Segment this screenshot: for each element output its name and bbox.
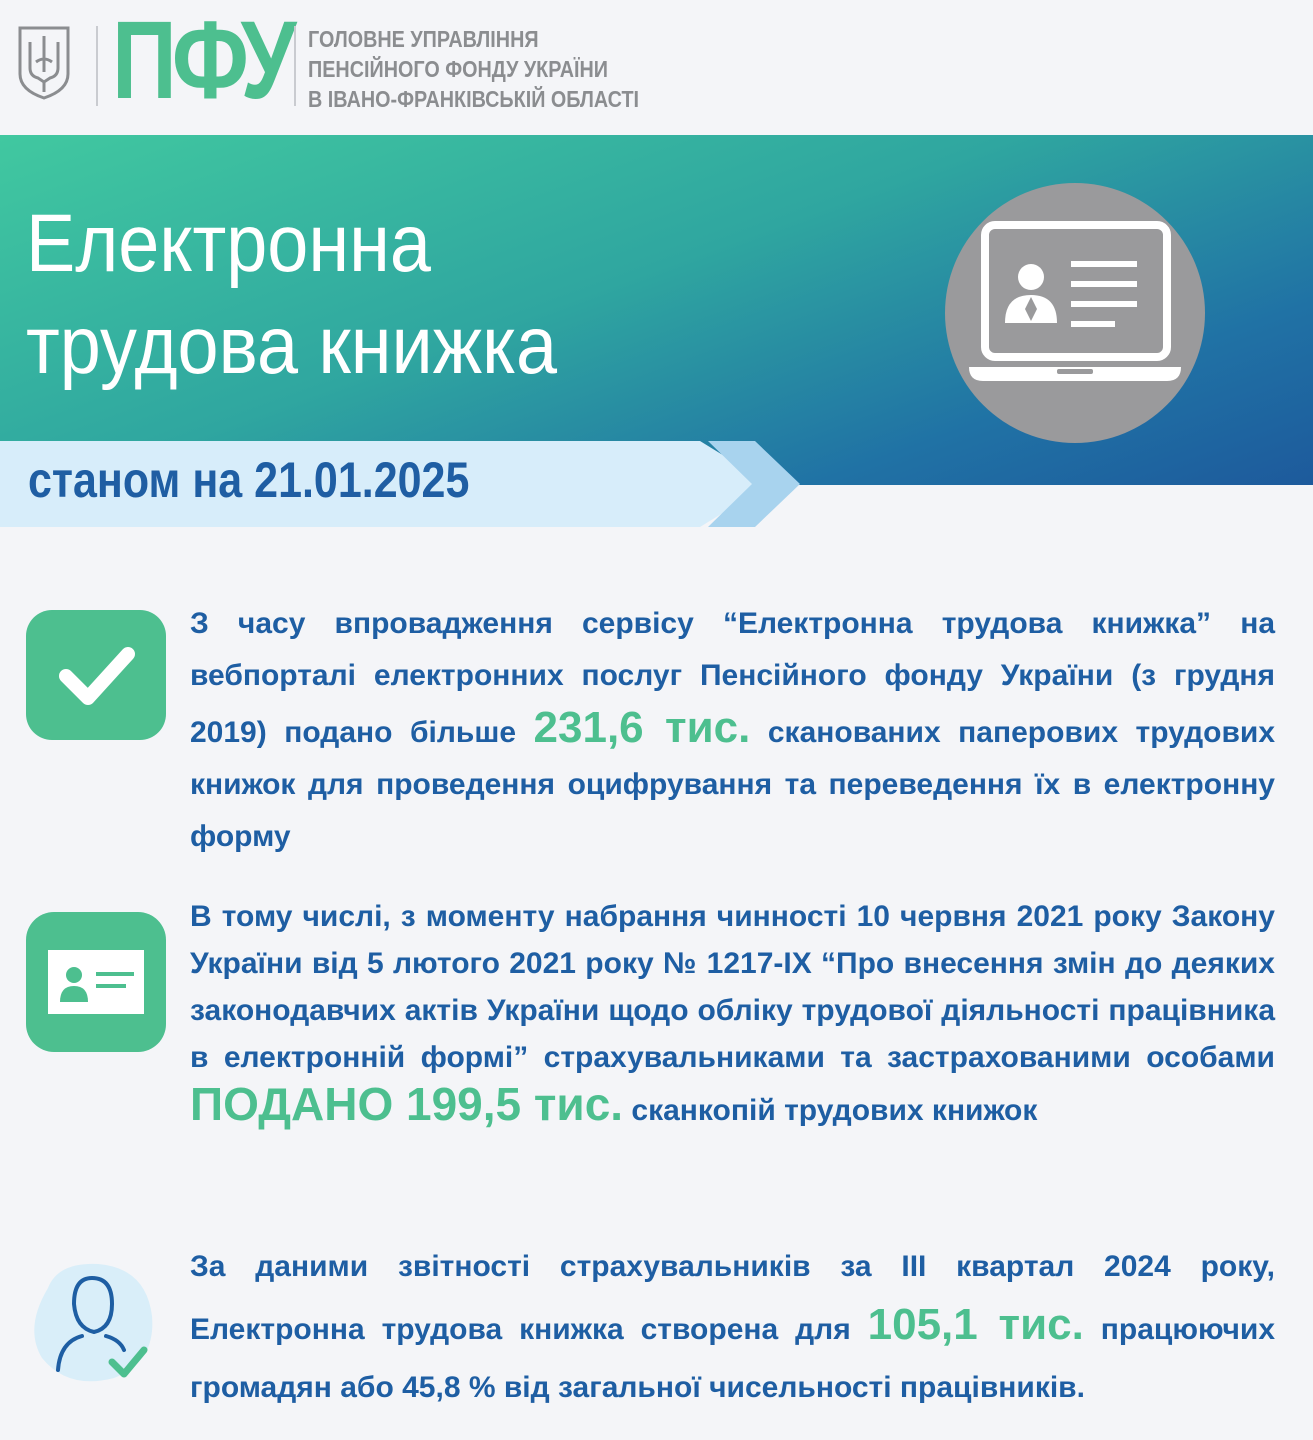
paragraph-text: працюючих громадян або 45,8 % від загальної чисельності працівників. xyxy=(190,1313,1275,1404)
paragraph-text: сканкопій трудових книжок xyxy=(623,1094,1038,1127)
org-name xyxy=(308,24,693,114)
page-title xyxy=(26,193,557,397)
person-check-icon xyxy=(28,1258,158,1388)
date-label: станом на 21.01.2025 xyxy=(28,452,470,508)
title-line: трудова книжка xyxy=(26,300,558,391)
title-banner xyxy=(0,135,1313,485)
title-line: Електронна xyxy=(26,198,431,289)
paragraph-text: сканованих паперових трудових книжок для проведення оцифрування та переведення їх в електронну форму xyxy=(190,716,1276,853)
pfu-logo: ПФУ xyxy=(112,0,292,122)
section-paragraph xyxy=(190,893,1275,1134)
paragraph-text: За даними звітності страхувальників за III квартал 2024 року, Електронна трудова книжка створена для xyxy=(190,1250,1275,1346)
highlight-value: 105,1 тис. xyxy=(867,1300,1084,1349)
org-line: ПЕНСІЙНОГО ФОНДУ УКРАЇНИ xyxy=(308,56,608,82)
highlight-value: ПОДАНО 199,5 тис. xyxy=(190,1078,624,1130)
highlight-value: 231,6 тис. xyxy=(533,703,751,752)
section-paragraph xyxy=(190,598,1275,863)
header-divider xyxy=(294,26,296,106)
laptop-id-card-icon xyxy=(945,183,1205,443)
header-divider xyxy=(96,26,98,106)
checkmark-icon xyxy=(26,610,166,740)
org-line: ГОЛОВНЕ УПРАВЛІННЯ xyxy=(308,26,539,52)
org-line: В ІВАНО-ФРАНКІВСЬКІЙ ОБЛАСТІ xyxy=(308,86,640,112)
trident-emblem-icon xyxy=(14,22,74,102)
id-card-icon xyxy=(26,912,166,1052)
section-paragraph xyxy=(190,1238,1275,1417)
header xyxy=(0,0,1313,135)
paragraph-text: З часу впровадження сервісу “Електронна трудова книжка” на вебпорталі електронних послуг Пенсійного фонду України (з грудня 2019) подано більше xyxy=(190,607,1275,749)
paragraph-text: В тому числі, з моменту набрання чинності 10 червня 2021 року Закону України від 5 лютого 2021 року № 1217-IX “Про внесення змін до деяких законодавчих актів України щодо обліку трудової діяльності працівника в електронній формі” страхувальниками та застрахованими особами xyxy=(190,900,1275,1074)
